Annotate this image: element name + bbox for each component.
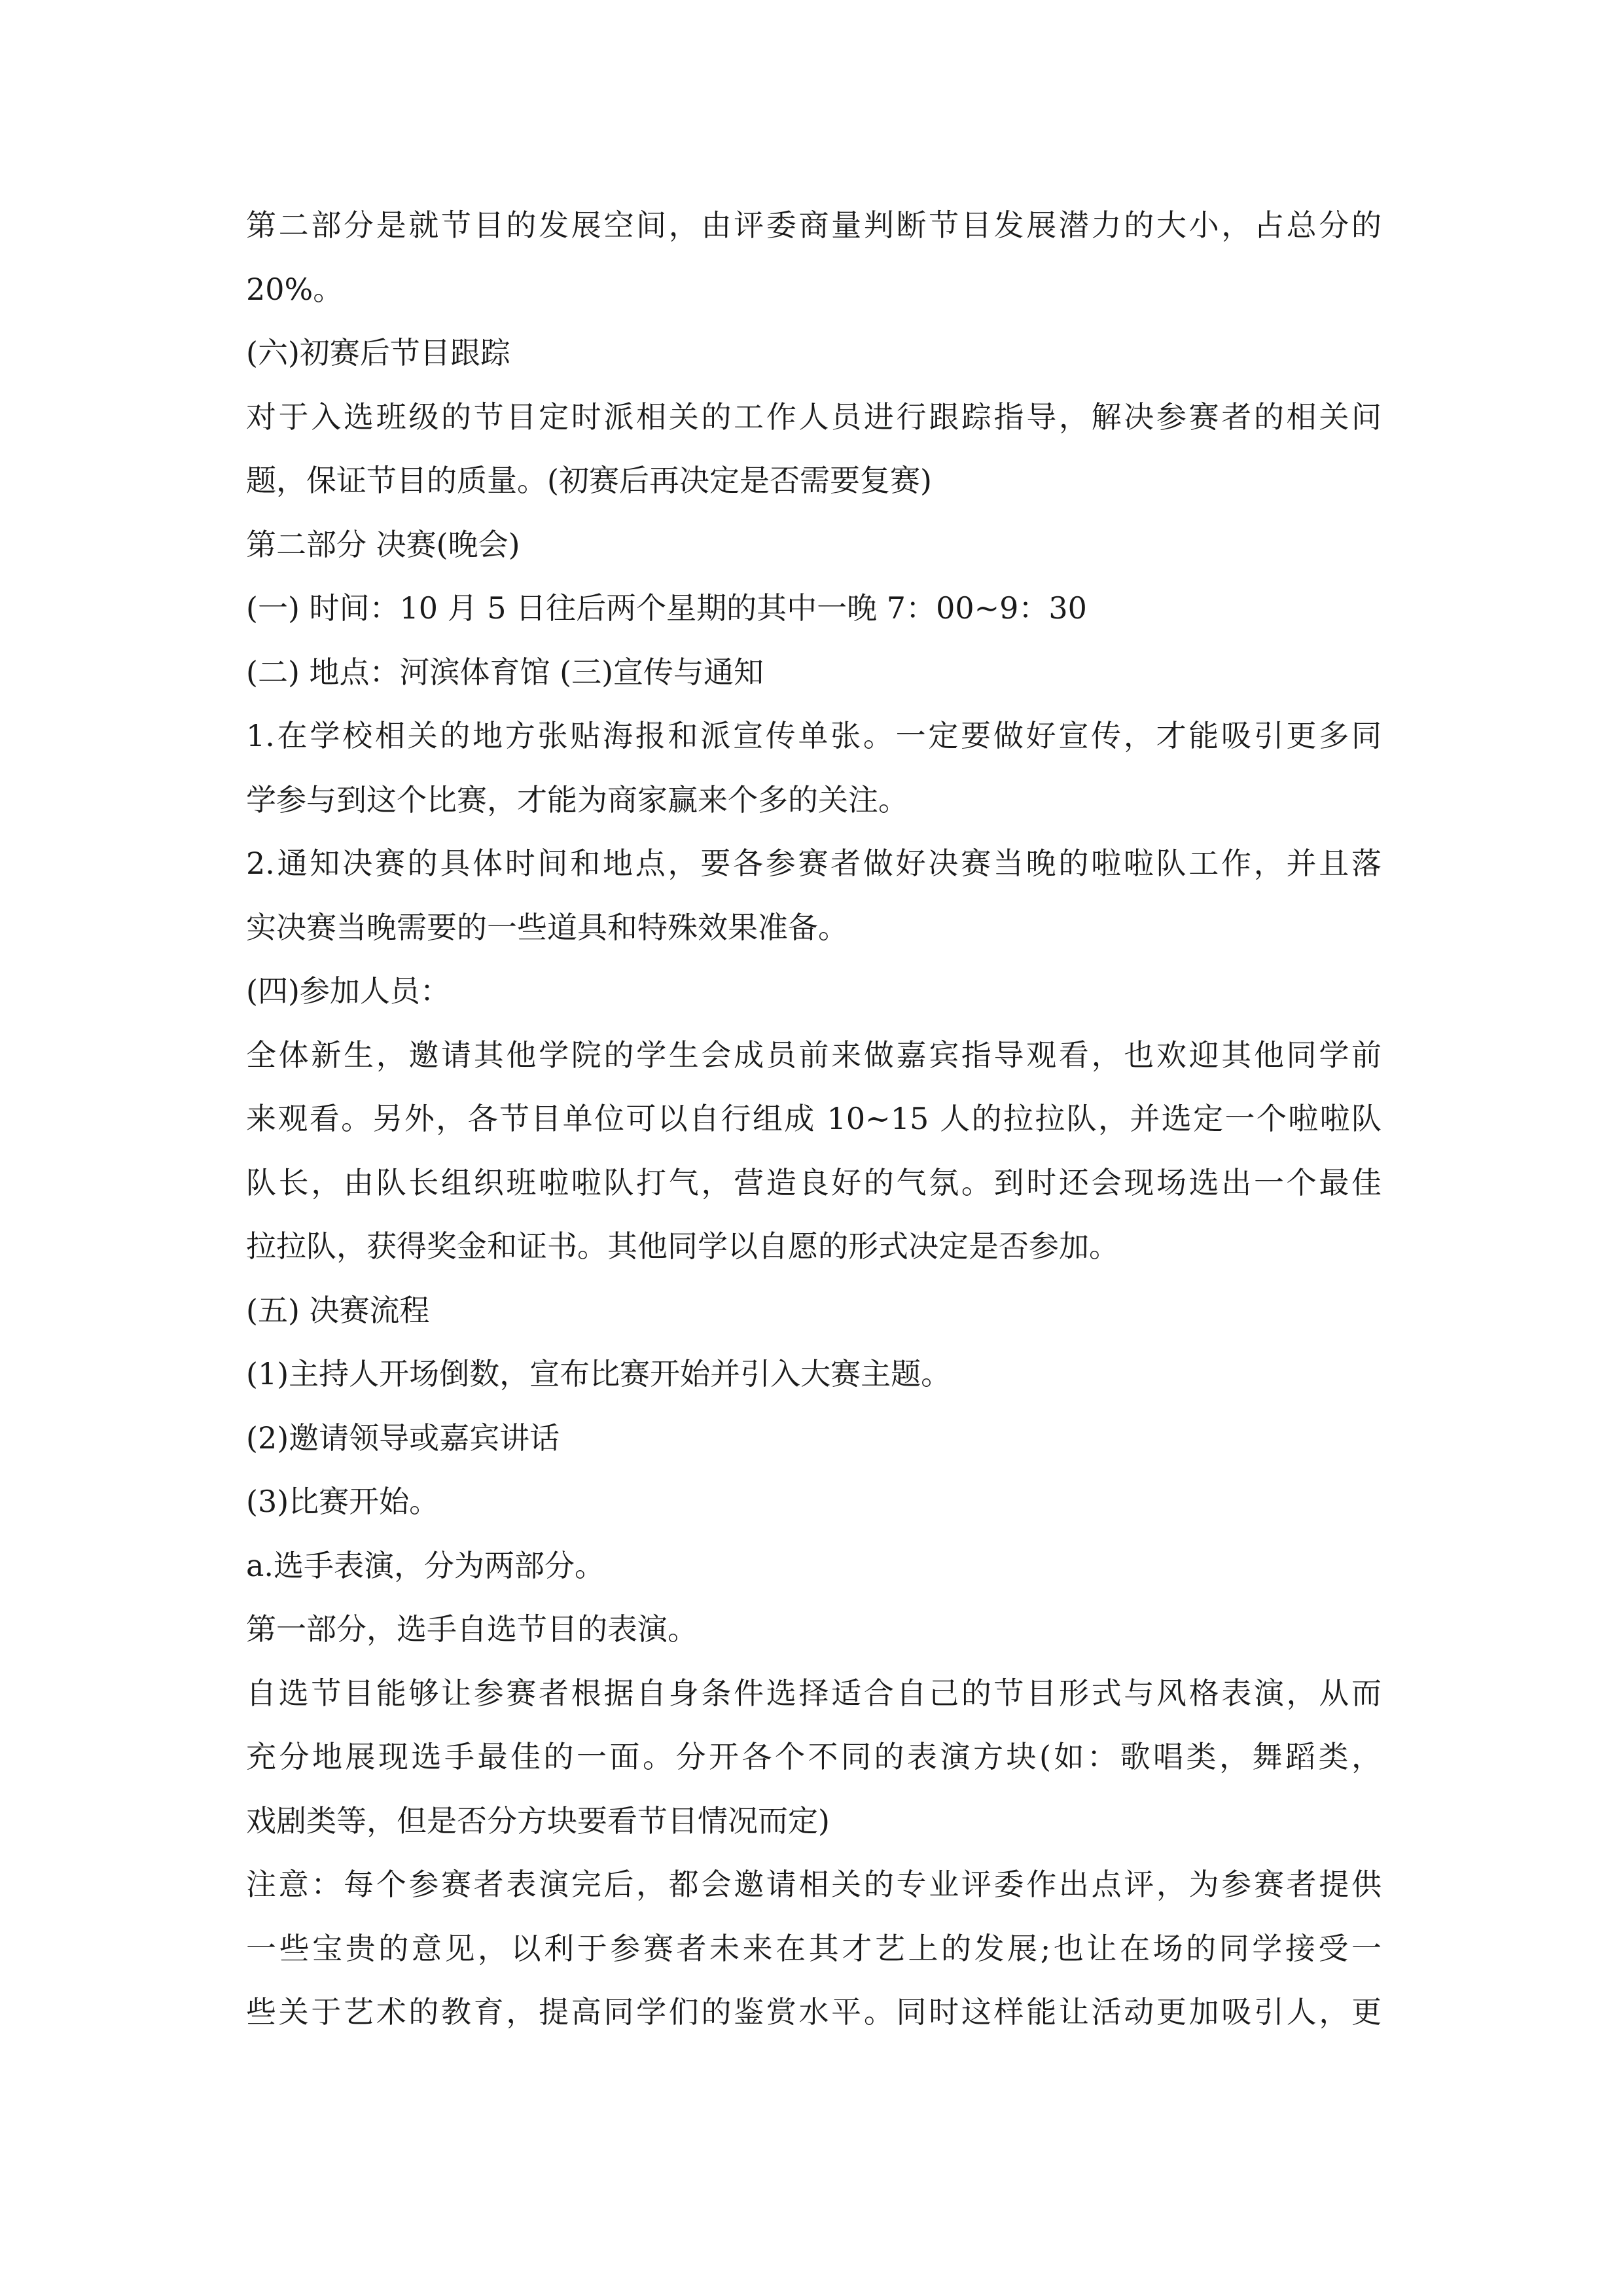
text-line: (3)比赛开始。 <box>246 1484 440 1519</box>
text-line: 学参与到这个比赛，才能为商家赢来个多的关注。 <box>246 781 908 817</box>
text-line: 实决赛当晚需要的一些道具和特殊效果准备。 <box>246 909 848 945</box>
text-line: 对于入选班级的节目定时派相关的工作人员进行跟踪指导，解决参赛者的相关问 <box>246 399 1382 435</box>
section-heading: 第二部分 决赛(晚会) <box>246 526 520 562</box>
text-line: 20%。 <box>246 271 344 307</box>
section-heading: (六)初赛后节目跟踪 <box>246 335 510 370</box>
text-line: 一些宝贵的意见，以利于参赛者未来在其才艺上的发展;也让在场的同学接受一 <box>246 1930 1382 1966</box>
section-heading: (五) 决赛流程 <box>246 1292 430 1328</box>
text-line: 2.通知决赛的具体时间和地点，要各参赛者做好决赛当晚的啦啦队工作，并且落 <box>246 846 1382 881</box>
text-line: 题，保证节目的质量。(初赛后再决定是否需要复赛) <box>246 463 932 498</box>
text-line: 拉拉队，获得奖金和证书。其他同学以自愿的形式决定是否参加。 <box>246 1229 1119 1264</box>
text-line: 自选节目能够让参赛者根据自身条件选择适合自己的节目形式与风格表演，从而 <box>246 1675 1382 1711</box>
text-line: 全体新生，邀请其他学院的学生会成员前来做嘉宾指导观看，也欢迎其他同学前 <box>246 1037 1382 1073</box>
text-line: 些关于艺术的教育，提高同学们的鉴赏水平。同时这样能让活动更加吸引人，更 <box>246 1994 1382 2030</box>
text-line: (1)主持人开场倒数，宣布比赛开始并引入大赛主题。 <box>246 1356 952 1391</box>
section-heading: (四)参加人员： <box>246 973 450 1009</box>
text-line: 来观看。另外，各节目单位可以自行组成 10~15 人的拉拉队，并选定一个啦啦队 <box>246 1101 1382 1136</box>
text-line: 充分地展现选手最佳的一面。分开各个不同的表演方块(如：歌唱类，舞蹈类， <box>246 1739 1382 1774</box>
text-line: 第二部分是就节目的发展空间，由评委商量判断节目发展潜力的大小，占总分的 <box>246 207 1382 243</box>
text-line: 队长，由队长组织班啦啦队打气，营造良好的气氛。到时还会现场选出一个最佳 <box>246 1164 1382 1200</box>
text-line: 戏剧类等，但是否分方块要看节目情况而定) <box>246 1803 830 1839</box>
text-line: a.选手表演，分为两部分。 <box>246 1547 605 1583</box>
text-line: (二) 地点：河滨体育馆 (三)宣传与通知 <box>246 654 764 690</box>
text-line: 注意：每个参赛者表演完后，都会邀请相关的专业评委作出点评，为参赛者提供 <box>246 1867 1382 1902</box>
text-line: (一) 时间：10 月 5 日往后两个星期的其中一晚 7：00~9：30 <box>246 590 1087 626</box>
document-body <box>246 194 1382 2045</box>
text-line: 第一部分，选手自选节目的表演。 <box>246 1611 698 1647</box>
text-line: 1.在学校相关的地方张贴海报和派宣传单张。一定要做好宣传，才能吸引更多同 <box>246 718 1382 753</box>
text-line: (2)邀请领导或嘉宾讲话 <box>246 1420 560 1456</box>
